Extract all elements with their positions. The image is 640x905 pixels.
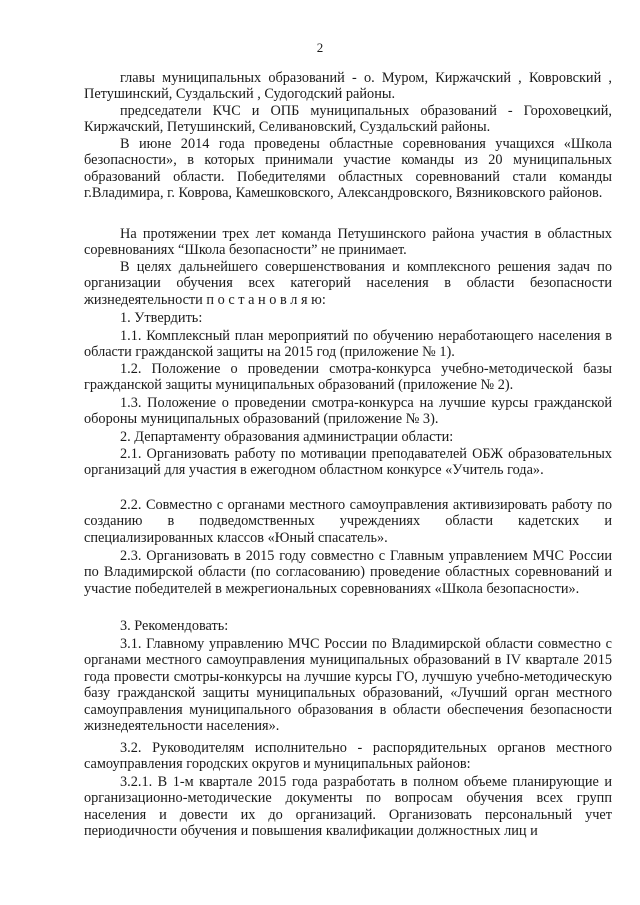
paragraph: 3.2. Руководителям исполнительно - распорядительных органов местного самоуправления городских округов и муниципальных районов: xyxy=(84,740,612,773)
paragraph: В целях дальнейшего совершенствования и комплексного решения задач по организации обучения всех категорий населения в области безопасности жизнедеятельности п о с т а н о в л я ю: xyxy=(84,259,612,308)
paragraph: 2.1. Организовать работу по мотивации преподавателей ОБЖ образовательных организаций для участия в ежегодном областном конкурсе «Учитель года». xyxy=(84,446,612,479)
paragraph: 3.2.1. В 1-м квартале 2015 года разработать в полном объеме планирующие и организационно-методические документы по вопросам обучения всех групп населения и довести их до организаций. Организовать персональный учет периодичности обучения и повышения квалификации должностных лиц и xyxy=(84,774,612,840)
paragraph: На протяжении трех лет команда Петушинского района участия в областных соревнованиях “Школа безопасности” не принимает. xyxy=(84,226,612,259)
paragraph: В июне 2014 года проведены областные соревнования учащихся «Школа безопасности», в которых принимали участие команды из 20 муниципальных образований области. Победителями областных соревнований стали команды г.Владимира, г. Коврова, Камешковского, Александровского, Вязниковского районов. xyxy=(84,136,612,202)
page-number: 2 xyxy=(316,40,324,55)
paragraph: 3. Рекомендовать: xyxy=(120,618,229,634)
paragraph: 3.1. Главному управлению МЧС России по Владимирской области совместно с органами местного самоуправления муниципальных образований в IV квартале 2015 года провести смотры-конкурсы на лучшие курсы ГО, лучшую учебно-методическую базу гражданской защиты муниципальных образований, «Лучший орган местного самоуправления муниципального образования в области обеспечения безопасности жизнедеятельности населения». xyxy=(84,636,612,735)
paragraph: 2.3. Организовать в 2015 году совместно с Главным управлением МЧС России по Владимирской области (по согласованию) проведение областных соревнований и участие победителей в межрегиональных соревнованиях «Школа безопасности». xyxy=(84,548,612,597)
paragraph: председатели КЧС и ОПБ муниципальных образований - Гороховецкий, Киржачский, Петушинский, Селивановский, Суздальский районы. xyxy=(84,103,612,136)
paragraph: 2.2. Совместно с органами местного самоуправления активизировать работу по созданию в подведомственных учреждениях области кадетских и специализированных классов «Юный спасатель». xyxy=(84,497,612,546)
paragraph: 1.2. Положение о проведении смотра-конкурса учебно-методической базы гражданской защиты муниципальных образований (приложение № 2). xyxy=(84,361,612,394)
paragraph: главы муниципальных образований - о. Муром, Киржачский , Ковровский , Петушинский, Суздальский , Судогодский районы. xyxy=(84,70,612,103)
paragraph: 2. Департаменту образования администрации области: xyxy=(120,429,454,445)
paragraph: 1.3. Положение о проведении смотра-конкурса на лучшие курсы гражданской обороны муниципальных образований (приложение № 3). xyxy=(84,395,612,428)
paragraph: 1. Утвердить: xyxy=(120,310,203,326)
paragraph: 1.1. Комплексный план мероприятий по обучению неработающего населения в области гражданской защиты на 2015 год (приложение № 1). xyxy=(84,328,612,361)
